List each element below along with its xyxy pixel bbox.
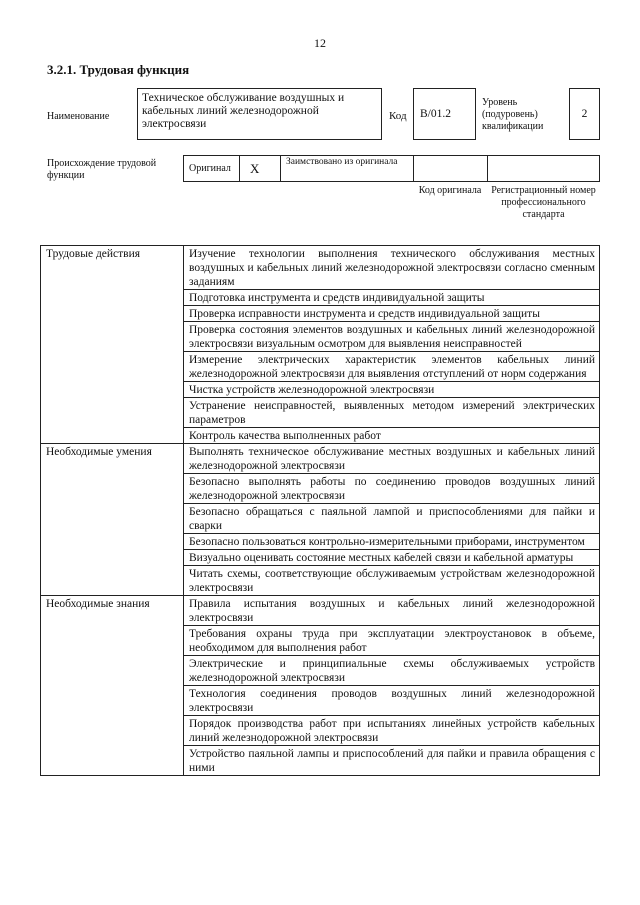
item-cell: Безопасно пользоваться контрольно-измерительными приборами, инструментом [184, 534, 600, 550]
item-cell: Измерение электрических характеристик элементов кабельных линий железнодорожной электросвязи для выявления отступлений от норм содержания [184, 352, 600, 382]
item-cell: Контроль качества выполненных работ [184, 428, 600, 444]
level-label: Уровень (подуровень) квалификации [482, 97, 544, 132]
item-cell: Требования охраны труда при эксплуатации электроустановок в объеме, необходимом для выполнения работ [184, 626, 600, 656]
item-cell: Выполнять техническое обслуживание местных воздушных и кабельных линий железнодорожной электросвязи [184, 444, 600, 474]
origin-divider-1 [239, 155, 240, 182]
original-mark: X [250, 161, 260, 176]
item-cell: Чистка устройств железнодорожной электросвязи [184, 382, 600, 398]
table-row [41, 246, 600, 290]
item-cell: Устройство паяльной лампы и приспособлений для пайки и правила обращения с ними [184, 746, 600, 776]
name-label: Наименование [47, 111, 110, 122]
original-label: Оригинал [189, 163, 231, 174]
borrowed-label: Заимствовано из оригинала [286, 157, 398, 167]
section-title: 3.2.1. Трудовая функция [47, 62, 190, 77]
level-value-box [569, 88, 600, 140]
table-row [41, 596, 600, 626]
category-cell: Трудовые действия [41, 246, 184, 444]
level-value: 2 [581, 108, 588, 120]
item-cell: Подготовка инструмента и средств индивидуальной защиты [184, 290, 600, 306]
item-cell: Технология соединения проводов воздушных линий железнодорожной электросвязи [184, 686, 600, 716]
item-cell: Устранение неисправностей, выявленных методом измерений электрических параметров [184, 398, 600, 428]
name-value: Техническое обслуживание воздушных и кабельных линий железнодорожной электросвязи [142, 92, 345, 130]
item-cell: Проверка состояния элементов воздушных и кабельных линий железнодорожной электросвязи визуальным осмотром для выявления неисправностей [184, 322, 600, 352]
code-original-label: Код оригинала [418, 185, 482, 196]
origin-label: Происхождение трудовой функции [47, 158, 157, 181]
item-cell: Визуально оценивать состояние местных кабелей связи и кабельной арматуры [184, 550, 600, 566]
item-cell: Читать схемы, соответствующие обслуживаемым устройствам железнодорожной электросвязи [184, 566, 600, 596]
item-cell: Правила испытания воздушных и кабельных линий железнодорожной электросвязи [184, 596, 600, 626]
page-number: 12 [314, 36, 326, 50]
code-value: B/01.2 [420, 108, 451, 120]
item-cell: Безопасно выполнять работы по соединению проводов воздушных линий железнодорожной электросвязи [184, 474, 600, 504]
functions-table [40, 245, 600, 776]
origin-divider-4 [487, 155, 488, 182]
item-cell: Проверка исправности инструмента и средств индивидуальной защиты [184, 306, 600, 322]
table-row [41, 444, 600, 474]
name-value-box [137, 88, 382, 140]
category-cell: Необходимые знания [41, 596, 184, 776]
item-cell: Электрические и принципиальные схемы обслуживаемых устройств железнодорожной электросвязи [184, 656, 600, 686]
code-label: Код [389, 110, 407, 122]
category-cell: Необходимые умения [41, 444, 184, 596]
origin-divider-3 [413, 155, 414, 182]
code-value-box [413, 88, 476, 140]
origin-divider-2 [280, 155, 281, 182]
item-cell: Порядок производства работ при испытаниях линейных устройств кабельных линий железнодорожной электросвязи [184, 716, 600, 746]
reg-number-label: Регистрационный номер профессионального стандарта [491, 185, 596, 220]
item-cell: Безопасно обращаться с паяльной лампой и приспособлениями для пайки и сварки [184, 504, 600, 534]
item-cell: Изучение технологии выполнения технического обслуживания местных воздушных и кабельных линий железнодорожной электросвязи согласно сменным заданиям [184, 246, 600, 290]
